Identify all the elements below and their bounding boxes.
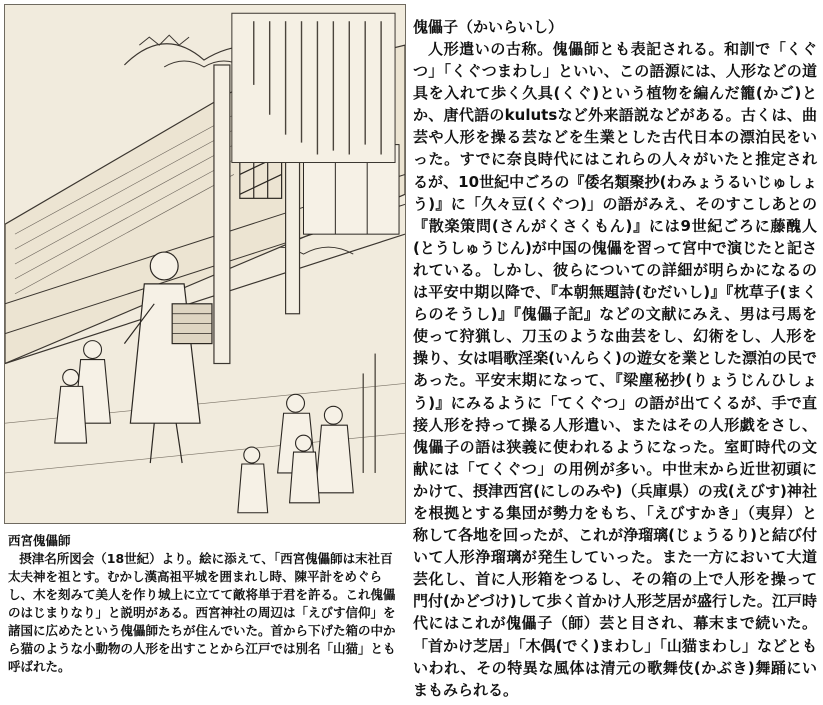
woodblock-illustration [4, 4, 406, 524]
article-body: 人形遣いの古称。傀儡師とも表記される。和訓で「くぐつ」「くぐつまわし」といい、この語源には、人形などの道具を入れて歩く久具(くぐ)という植物を編んだ籠(かご)とか、唐代語のkulutsなど外来語説などがある。古くは、曲芸や人形を操る芸などを生業とした古代日本の漂泊民をいった。すでに奈良時代にはこれらの人々がいたと推定されるが、10世紀中ごろの『倭名類聚抄(わみょうるいじゅしょう)』に「久々豆(くぐつ)」の語がみえ、そのすこしあとの『散楽策問(さんがくさくもん)』には9世紀ごろに藤醜人(とうしゅうじん)が中国の傀儡を習って宮中で演じたと記されている。しかし、彼らについての詳細が明らかになるのは平安中期以降で、『本朝無題詩(むだいし)』『枕草子(まくらのそうし)』『傀儡子記』などの文献にみえ、男は弓馬を使って狩猟し、刀玉のような曲芸をし、幻術をし、人形を操り、女は唱歌淫楽(いんらく)の遊女を業とした漂泊の民であった。平安末期になって、『梁塵秘抄(りょうじんひしょう)』にみるように「てくぐつ」の語が出てくるが、手で直接人形を持って操る人形遣い、またはその人形戯をさし、傀儡子の語は狭義に使われるようになった。室町時代の文献には「てくぐつ」の用例が多い。中世末から近世初頭にかけて、摂津西宮(にしのみや)（兵庫県）の戎(えびす)神社を根拠とする集団が勢力をもち、「えびすかき」（夷舁）と称して各地を回ったが、これが浄瑠璃(じょうるり)と結び付いて人形浄瑠璃が発生していった。また一方において大道芸化し、首に人形箱をつるし、その箱の上で人形を操って門付(かどづけ)して歩く首かけ人形芝居が盛行した。江戸時代にはこれが傀儡子（師）芸と目され、幕末まで続いた。「首かけ芝居」「木偶(でく)まわし」「山猫まわし」などともいわれ、その特異な風体は清元の歌舞伎(かぶき)舞踊にいまもみられる。 [413, 40, 817, 699]
caption-body: 摂津名所図会（18世紀）より。絵に添えて、「西宮傀儡師は末社百太夫神を祖とす。むかし漢高祖平城を囲まれし時、陳平計をめぐらし、木を刻みて美人を作り城上に立てて敵将単于君を許る。これ傀儡のはじまりなり」と説明がある。西宮神社の周辺は「えびす信仰」を諸国に広めたという傀儡師たちが住んでいた。首から下げた箱の中から猫のような小動物の人形を出すことから江戸では別名「山猫」とも呼ばれた。 [8, 551, 396, 674]
caption-title: 西宮傀儡師 [8, 533, 71, 548]
woodblock-print-image [5, 5, 405, 523]
illustration-caption [8, 532, 402, 676]
article-text [413, 16, 817, 701]
article-title: 傀儡子（かいらいし） [413, 18, 564, 36]
